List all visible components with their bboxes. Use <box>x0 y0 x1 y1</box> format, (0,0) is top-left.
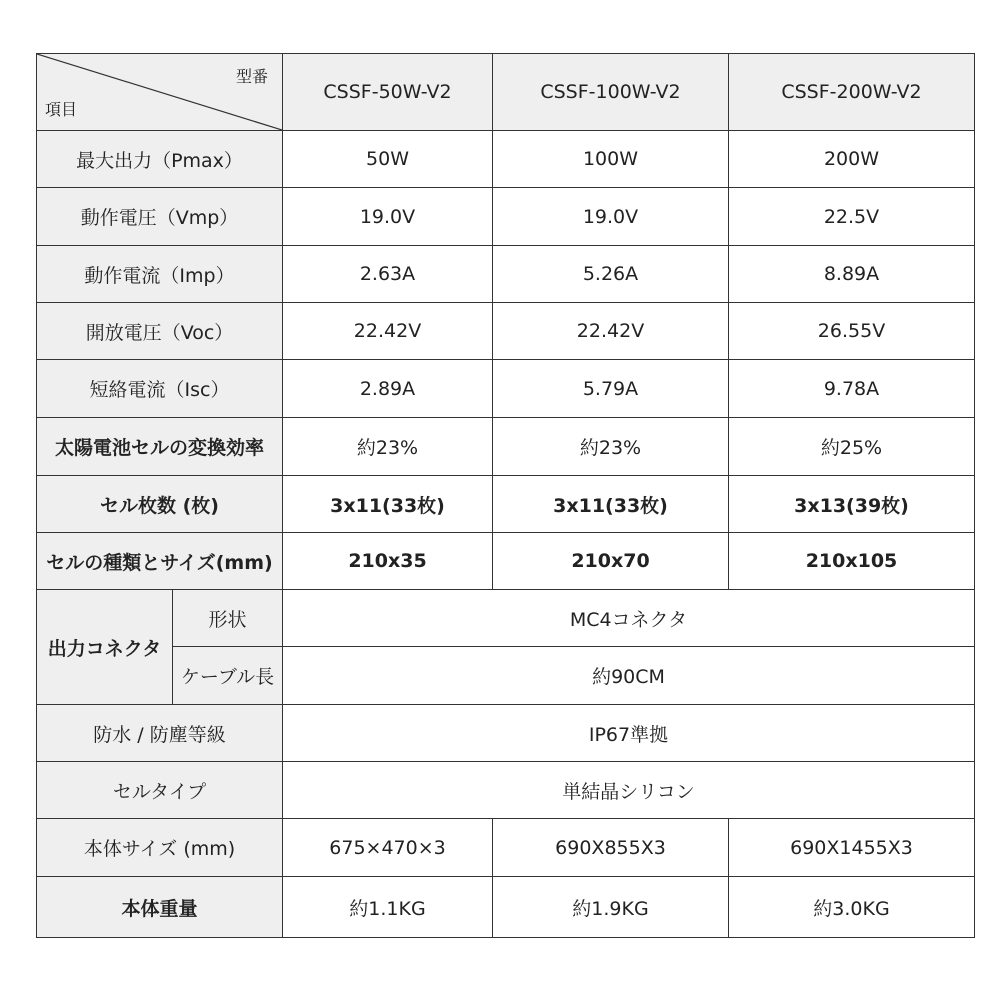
sub-row-label: 形状 <box>173 590 283 647</box>
corner-model-label: 型番 <box>235 67 268 86</box>
cell-value: 690X855X3 <box>493 819 729 877</box>
table-row <box>37 476 975 533</box>
row-label: 動作電圧（Vmp） <box>37 188 283 246</box>
row-label: セルタイプ <box>37 762 283 819</box>
row-label: 出力コネクタ <box>37 590 173 705</box>
row-label: セルの種類とサイズ(mm) <box>37 533 283 590</box>
table-row <box>37 360 975 418</box>
row-label: 最大出力（Pmax） <box>37 131 283 188</box>
table-header-row <box>37 54 975 131</box>
cell-value: 50W <box>283 131 493 188</box>
cell-value: 22.42V <box>283 303 493 360</box>
cell-value: 26.55V <box>729 303 975 360</box>
corner-item-label: 項目 <box>45 100 78 119</box>
sub-row-label: ケーブル長 <box>173 647 283 705</box>
cell-value: 約25% <box>729 418 975 476</box>
cell-value: 3x13(39枚) <box>729 476 975 533</box>
cell-value: 約23% <box>493 418 729 476</box>
row-label: 防水 / 防塵等級 <box>37 705 283 762</box>
cell-value: 210x70 <box>493 533 729 590</box>
table-row <box>37 877 975 938</box>
cell-value: 19.0V <box>283 188 493 246</box>
model-header: CSSF-50W-V2 <box>283 54 493 131</box>
table-row <box>37 590 975 647</box>
row-label: 開放電圧（Voc） <box>37 303 283 360</box>
table-row <box>37 647 975 705</box>
row-label: 動作電流（Imp） <box>37 246 283 303</box>
row-label: 本体サイズ (mm) <box>37 819 283 877</box>
cell-value: IP67準拠 <box>283 705 975 762</box>
cell-value: MC4コネクタ <box>283 590 975 647</box>
cell-value: 3x11(33枚) <box>493 476 729 533</box>
cell-value: 5.79A <box>493 360 729 418</box>
cell-value: 約1.1KG <box>283 877 493 938</box>
cell-value: 9.78A <box>729 360 975 418</box>
spec-table <box>36 53 975 938</box>
cell-value: 2.63A <box>283 246 493 303</box>
row-label: セル枚数 (枚) <box>37 476 283 533</box>
table-row <box>37 705 975 762</box>
table-row <box>37 418 975 476</box>
table-row <box>37 303 975 360</box>
cell-value: 22.42V <box>493 303 729 360</box>
cell-value: 200W <box>729 131 975 188</box>
cell-value: 約23% <box>283 418 493 476</box>
cell-value: 2.89A <box>283 360 493 418</box>
corner-cell <box>37 54 283 131</box>
cell-value: 22.5V <box>729 188 975 246</box>
cell-value: 約1.9KG <box>493 877 729 938</box>
table-row <box>37 762 975 819</box>
cell-value: 100W <box>493 131 729 188</box>
cell-value: 単結晶シリコン <box>283 762 975 819</box>
model-header: CSSF-200W-V2 <box>729 54 975 131</box>
cell-value: 約90CM <box>283 647 975 705</box>
table-row <box>37 533 975 590</box>
row-label: 短絡電流（Isc） <box>37 360 283 418</box>
table-row <box>37 819 975 877</box>
table-row <box>37 188 975 246</box>
cell-value: 210x105 <box>729 533 975 590</box>
row-label: 太陽電池セルの変換効率 <box>37 418 283 476</box>
cell-value: 3x11(33枚) <box>283 476 493 533</box>
row-label: 本体重量 <box>37 877 283 938</box>
cell-value: 約3.0KG <box>729 877 975 938</box>
table-row <box>37 131 975 188</box>
table-row <box>37 246 975 303</box>
cell-value: 675×470×3 <box>283 819 493 877</box>
cell-value: 690X1455X3 <box>729 819 975 877</box>
cell-value: 5.26A <box>493 246 729 303</box>
model-header: CSSF-100W-V2 <box>493 54 729 131</box>
cell-value: 210x35 <box>283 533 493 590</box>
cell-value: 19.0V <box>493 188 729 246</box>
cell-value: 8.89A <box>729 246 975 303</box>
